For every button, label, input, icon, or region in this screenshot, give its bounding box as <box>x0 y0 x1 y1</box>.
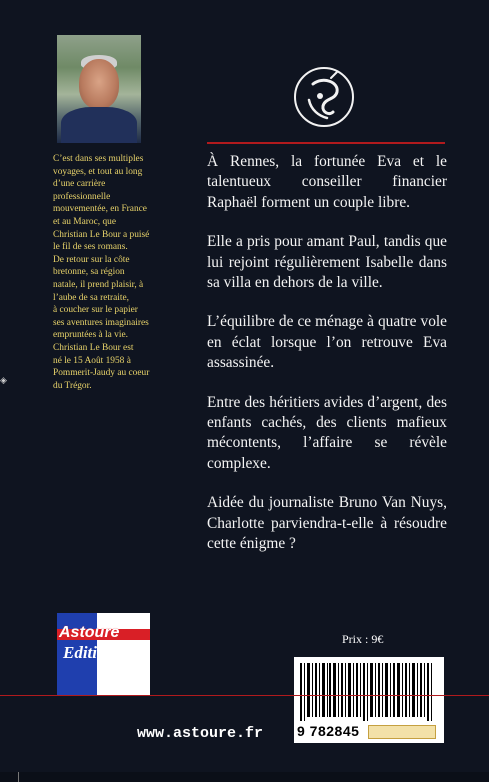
book-blurb <box>207 152 447 574</box>
isbn-barcode <box>294 657 444 743</box>
bio-line: à coucher sur le papier <box>53 305 138 316</box>
publisher-website[interactable]: www.astoure.fr <box>137 725 264 742</box>
barcode-bars <box>294 657 444 727</box>
bio-line: Christian Le Bour est <box>53 342 134 353</box>
bio-line: empruntées à la vie. <box>53 330 128 341</box>
publisher-logo <box>57 613 150 695</box>
bio-line: d’une carrière <box>53 179 106 190</box>
barcode-digits: 9 782845 <box>297 723 360 739</box>
bio-line: ses aventures imaginaires <box>53 317 149 328</box>
spine-marker-icon: ◈ <box>0 376 7 386</box>
bio-line: l’aube de sa retraite, <box>53 292 129 303</box>
bio-line: voyages, et tout au long <box>53 166 143 177</box>
publisher-logo-word2: Editi <box>63 643 98 662</box>
blurb-paragraph: À Rennes, la fortunée Eva et le talentueux conseiller financier Raphaël forment un couple libre. <box>207 153 447 211</box>
stylized-face-emblem-icon <box>293 66 355 128</box>
bottom-edge <box>0 772 489 782</box>
publisher-logo-word1: Astoure <box>59 624 120 641</box>
bio-line: mouvementée, en France <box>53 204 147 215</box>
blurb-paragraph: Elle a pris pour amant Paul, tandis que lui rejoint régulièrement Isabelle dans sa villa en dehors de la ville. <box>207 233 447 292</box>
author-photo <box>57 35 141 143</box>
bio-line: De retour sur la côte <box>53 254 130 265</box>
price-label: Prix : 9€ <box>342 632 384 646</box>
blurb-paragraph: L’équilibre de ce ménage à quatre vole en éclat lorsque l’on retrouve Eva assassinée. <box>207 313 447 372</box>
blurb-paragraph: Entre des héritiers avides d’argent, des enfants cachés, des clients mafieux mécontents, l’affaire se révèle complexe. <box>207 393 447 472</box>
blurb-paragraph: Aidée du journaliste Bruno Van Nuys, Charlotte parviendra-t-elle à résoudre cette énigme ? <box>207 494 447 553</box>
bio-line: natale, il prend plaisir, à <box>53 279 144 290</box>
bio-line: né le 15 Août 1958 à <box>53 355 131 366</box>
barcode-digits-highlight <box>368 725 436 739</box>
bottom-red-divider <box>0 695 489 696</box>
bio-line: Christian Le Bour a puisé <box>53 229 150 240</box>
author-bio <box>53 153 181 392</box>
bio-line: professionnelle <box>53 191 111 202</box>
bio-line: le fil de ses romans. <box>53 242 128 253</box>
bio-line: du Trégor. <box>53 380 92 391</box>
bio-line: Pommerit-Jaudy au coeur <box>53 368 150 379</box>
red-divider <box>207 142 445 144</box>
bio-line: et au Maroc, que <box>53 216 116 227</box>
bio-line: C’est dans ses multiples <box>53 154 144 164</box>
bio-line: bretonne, sa région <box>53 267 125 278</box>
